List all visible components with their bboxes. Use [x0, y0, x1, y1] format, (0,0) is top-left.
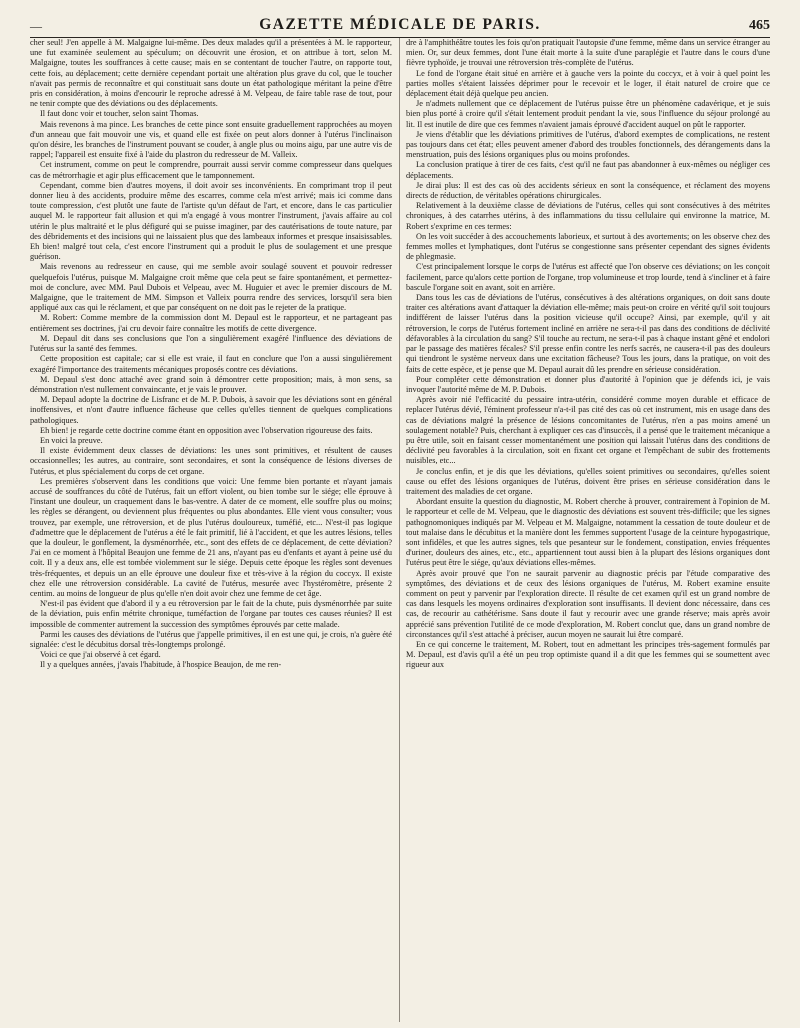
paragraph: dre à l'amphithéâtre toutes les fois qu'on pratiquait l'autopsie d'une femme, même dans un service étranger au mien. Or, sur deux femmes, dont l'une était morte à la suite d'une paraplégie et l'autre dans le cours d'une fièvre typhoïde, je trouvai une rétroversion très-complète de l'utérus.: [406, 38, 770, 68]
paragraph: Relativement à la deuxième classe de déviations de l'utérus, celles qui sont consécutives à des métrites chroniques, à des catarrhes utérins, à des inflammations du tissu cellulaire qui environne la matrice, M. Robert s'exprime en ces termes:: [406, 201, 770, 231]
paragraph: N'est-il pas évident que d'abord il y a eu rétroversion par le fait de la chute, puis dysménorrhée par suite de la déviation, puis enfin métrite chronique, tuméfaction de l'organe par toutes ces causes réunies? Il est impossible de commenter autrement la succession des symptômes éprouvés par cette malade.: [30, 599, 392, 629]
paragraph: La conclusion pratique à tirer de ces faits, c'est qu'il ne faut pas abandonner à eux-mêmes ou négliger ces déplacements.: [406, 160, 770, 180]
paragraph: M. Depaul s'est donc attaché avec grand soin à démontrer cette proposition; mais, à mon sens, sa démonstration n'est nullement convaincante, et je vais le prouver.: [30, 374, 392, 394]
paragraph: cher seul! J'en appelle à M. Malgaigne lui-même. Des deux malades qu'il a présentées à M. le rapporteur, une fut examinée seulement au spéculum; on découvrit une érosion, et on attribue à tort, selon M. Malgaigne, toutes les souffrances à cette cause; mais en se contentant de toucher l'autre, on rapporte tout, cette fois, au déplacement; cette dernière cependant portait une altération plus grave du col, que le toucher n'avait pas permis de reconnaître et qui constituait sans doute un état pathologique méritant la peine d'être pris en considération, à moins d'encourir le reproche adressé à M. Velpeau, de faire table rase de tout, pour ne tenir compte que des déviations ou des déplacements.: [30, 38, 392, 109]
paragraph: En ce qui concerne le traitement, M. Robert, tout en admettant les principes très-sagement formulés par M. Depaul, est d'avis qu'il a été un peu trop optimiste quand il a dit que les femmes qui se soumettent avec rigueur aux: [406, 639, 770, 670]
paragraph: C'est principalement lorsque le corps de l'utérus est affecté que l'on observe ces déviations; on les conçoit facilement, parce qu'alors cette portion de l'organe, trop volumineuse et trop lourde, tend à s'incliner et à faire bascule l'organe soit en avant, soit en arrière.: [406, 262, 770, 292]
paragraph: Je n'admets nullement que ce déplacement de l'utérus puisse être un phénomène cadavérique, et je suis bien plus porté à croire qu'il s'était lentement produit pendant la vie, sous l'influence du séjour prolongé au lit. Il est inutile de dire que ces femmes n'avaient jamais éprouvé d'accident auquel on pût le rapporter.: [406, 99, 770, 129]
paragraph: Il existe évidemment deux classes de déviations: les unes sont primitives, et résultent de causes occasionnelles; les autres, au contraire, sont secondaires, et sont la conséquence de lésions diverses de l'utérus, et plus spécialement du corps de cet organe.: [30, 446, 392, 476]
paragraph: Eh bien! je regarde cette doctrine comme étant en opposition avec l'observation rigoureuse des faits.: [40, 425, 373, 435]
paragraph: Il y a quelques années, j'avais l'habitude, à l'hospice Beaujon, de me ren-: [40, 660, 282, 670]
paragraph: M. Depaul dit dans ses conclusions que l'on a singulièrement exagéré l'influence des déviations de l'utérus sur la santé des femmes.: [30, 333, 392, 354]
page-number: 465: [749, 18, 770, 33]
paragraph: Pour compléter cette démonstration et donner plus d'autorité à l'opinion que je défends ici, je vais invoquer l'autorité même de M. P. Dubois.: [406, 374, 770, 394]
paragraph: En voici la preuve.: [40, 435, 103, 445]
paragraph: Voici ce que j'ai observé à cet égard.: [40, 650, 161, 660]
paragraph: On les voit succéder à des accouchements laborieux, et surtout à des avortements; on les observe chez des femmes molles et lymphatiques, dont l'utérus se congestionne sans présenter cependant des signes évidents de phlegmasie.: [406, 231, 770, 262]
paragraph: Abordant ensuite la question du diagnostic, M. Robert cherche à prouver, contrairement à l'opinion de M. le rapporteur et celle de M. Velpeau, que le diagnostic des déviations est souvent très-difficile; que les signes pathognomoniques indiqués par M. Velpeau et M. Malgaigne, notamment la cessation de toute douleur et de tout malaise dans le décubitus et la manière dont les femmes supportent l'usage de la ceinture hypogastrique, sont infidèles, et que les autres signes, tels que pesanteur sur le fondement, constipation, envies fréquentes d'uriner, douleurs des aines, etc., etc., appartiennent tout aussi bien à la plupart des lésions organiques dont l'utérus peut être le siége, qu'aux déviations elles-mêmes.: [406, 497, 770, 568]
paragraph: Cependant, comme bien d'autres moyens, il doit avoir ses inconvénients. En comprimant trop il peut donner lieu à des accidents, produire même des escarres, comme cela m'est arrivé; mais ici comme dans toute compression, c'est plutôt une faute de l'artiste qu'un défaut de l'art, et encore, dans le cas particulier auquel M. le rapporteur fait allusion et qui m'a engagé à vous montrer l'instrument, j'avais affaire au col utérin le plus maltraité et le plus défiguré qui se puisse imaginer, par des cautérisations de toute nature, par des débridements et des incisions qui ne laissaient plus que des lambeaux informes et presque insaisissables. Eh bien! malgré tout cela, c'est encore l'instrument qui a produit le plus de soulagement et une presque guérison.: [30, 180, 392, 262]
paragraph: Je viens d'établir que les déviations primitives de l'utérus, d'abord exemptes de complications, ne restent pas toujours dans cet état; elles peuvent amener d'abord des troubles fonctionnels, des dérangements dans la menstruation, puis des lésions organiques plus ou moins profondes.: [406, 129, 770, 160]
paragraph: Le fond de l'organe était situé en arrière et à gauche vers la pointe du coccyx, et à voir à quel point les parties molles s'étaient laissées déprimer pour le recevoir et le loger, il était naturel de croire que ce déplacement était déjà quelque peu ancien.: [406, 68, 770, 99]
left-column: [30, 38, 392, 1022]
paragraph: Je conclus enfin, et je dis que les déviations, qu'elles soient primitives ou secondaires, qu'elles soient cause ou effet des lésions organiques de l'utérus, doivent être prises en sérieuse considération dans le traitement des maladies de cet organe.: [406, 466, 770, 496]
paragraph: Mais revenons à ma pince. Les branches de cette pince sont ensuite graduellement rapprochées au moyen d'un anneau que fait mouvoir une vis, et quand elle est fixée on peut alors donner à l'utérus l'inclinaison qu'on désire, les branches de l'instrument pouvant se couder, à angle plus ou moins aigu, par une autre vis de rappel; l'appareil est ensuite fixé à l'aide du plastron du redresseur de M. Valleix.: [30, 119, 392, 160]
paragraph: Dans tous les cas de déviations de l'utérus, consécutives à des altérations organiques, on doit sans doute traiter ces altérations avant d'attaquer la déviation elle-même; mais peut-on croire en vérité qu'il soit toujours indifférent de laisser l'utérus dans la position vicieuse qu'il occupe? Ainsi, par exemple, qu'il y ait rétroversion, le corps de l'utérus fortement incliné en arrière ne sera-t-il pas dans des conditions de déclivité défavorables à la circulation du sang? S'il touche au rectum, ne sera-t-il pas à chaque instant gêné et endolori par le passage des matières fécales? S'il presse enfin contre les nerfs sacrés, ne causera-t-il pas des douleurs qui tiendront le système nerveux dans une excitation fâcheuse? Tous les jours, dans la pratique, on voit des faits de cette espèce, et je pense que M. Depaul aurait dû les prendre en sérieuse considération.: [406, 293, 770, 374]
paragraph: Il faut donc voir et toucher, selon saint Thomas.: [40, 109, 199, 119]
paragraph: Je dirai plus: Il est des cas où des accidents sérieux en sont la conséquence, et réclament des moyens directs de réduction, de véritables opérations chirurgicales.: [406, 180, 770, 201]
paragraph: M. Robert: Comme membre de la commission dont M. Depaul est le rapporteur, et ne partageant pas entièrement ses doctrines, j'ai cru devoir faire connaître les motifs de cette divergence.: [30, 313, 392, 333]
paragraph: Les premières s'observent dans les conditions que voici: Une femme bien portante et n'ayant jamais accusé de souffrances du côté de l'utérus, fait un effort violent, ou bien tombe sur le siége; elle éprouve à l'instant une douleur, un craquement dans le bas-ventre. A dater de ce moment, elle souffre plus ou moins; les règles se dérangent, ou deviennent plus fréquentes ou plus abondantes. Elle vient vous consulter; vous trouvez, par exemple, une rétroversion, et de plus l'utérus douloureux, tuméfié, etc... N'est-il pas logique d'admettre que le déplacement de l'utérus a été le fait primitif, lié à l'accident, et que les autres lésions, telles que la douleur, le gonflement, la dysménorrhée, etc., sont des effets de ce déplacement, de cette déviation? J'ai en ce moment à l'hôpital Beaujon une femme de 21 ans, n'ayant pas eu d'enfants et ayant à peine usé du coït. Il y a deux ans, elle est tombée violemment sur le siége. Depuis cette époque les règles sont devenues très-fréquentes, et depuis un an elle éprouve une douleur fixe et très-vive à la région du coccyx. Il existe chez elle une rétroversion considérable. La cavité de l'utérus, mesurée avec l'hystéromètre, présente 2 centim. au moins de longueur de plus qu'elle n'en doit avoir chez une femme de cet âge.: [30, 476, 392, 598]
paragraph: Après avoir prouvé que l'on ne saurait parvenir au diagnostic précis par l'étude comparative des symptômes, des déviations et de ceux des lésions organiques de l'utérus, M. Robert examine ensuite comment on peut y parvenir par l'exploration directe. Il résulte de cet examen qu'il est un grand nombre de cas dans lesquels les moyens ordinaires d'exploration sont insuffisants. Il devient donc nécessaire, dans ces cas, de recourir au cathétérisme. Sans doute il faut y recourir avec une grande réserve; mais après avoir apprécié sans prévention l'utilité de ce mode d'exploration, M. Robert conclut que, dans un grand nombre de circonstances qu'il s'est attaché à préciser, aucun moyen ne saurait lui être comparé.: [406, 568, 770, 639]
paragraph: Mais revenons au redresseur en cause, qui me semble avoir soulagé souvent et pouvoir redresser quelquefois l'utérus, puisque M. Malgaigne croit même que cela peut se faire spontanément, et permettez-moi de conclure, avec MM. Paul Dubois et Velpeau, avec M. Huguier et avec le premier discours de M. Malgaigne, que le traitement de MM. Simpson et Valleix pourra rendre des services, lorsqu'il sera bien appliqué aux cas qui le réclament, et que par conséquent on ne doit pas le rejeter de la pratique.: [30, 262, 392, 313]
paragraph: Cette proposition est capitale; car si elle est vraie, il faut en conclure que l'on a aussi singulièrement exagéré l'importance des traitements mécaniques proposés contre ces déviations.: [30, 354, 392, 374]
text-columns: [30, 38, 770, 1022]
page-header: [30, 8, 770, 38]
right-column: [399, 38, 770, 1022]
paragraph: Parmi les causes des déviations de l'utérus que j'appelle primitives, il en est une qui, je crois, n'a guère été signalée: c'est le décubitus dorsal très-longtemps prolongé.: [30, 629, 392, 649]
header-dash: —: [30, 19, 42, 33]
journal-title: GAZETTE MÉDICALE DE PARIS.: [259, 16, 541, 33]
paragraph: M. Depaul adopte la doctrine de Lisfranc et de M. P. Dubois, à savoir que les déviations sont en général inoffensives, et n'ont d'autre influence fâcheuse que celles qu'elles tiennent de quelques complications pathologiques.: [30, 395, 392, 425]
paragraph: Cet instrument, comme on peut le comprendre, pourrait aussi servir comme compresseur dans quelques cas de métrorrhagie et agir plus efficacement que le tamponnement.: [30, 160, 392, 180]
paragraph: Après avoir nié l'efficacité du pessaire intra-utérin, considéré comme moyen durable et efficace de replacer l'utérus dévié, l'éminent professeur n'a-t-il pas cité des cas où cet instrument, mis en usage dans des cas de déviations malgré la présence de lésions concomitantes de l'utérus, n'en a pas moins amené un soulagement notable? Puis, cherchant à expliquer ces cas d'insuccès, il a pensé que le traitement mécanique a pu être utile, soit en faisant cesser momentanément une position qui laissait l'utérus dans des conditions de déclivité peu favorables à la circulation, soit en fixant cet organe et l'empêchant de subir des frottements nuisibles, etc...: [406, 395, 770, 466]
